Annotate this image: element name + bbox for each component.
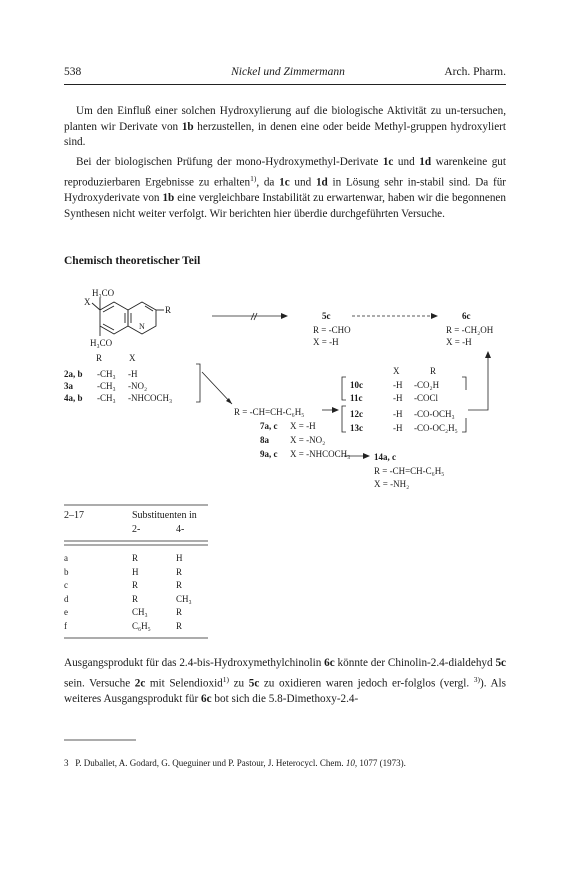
compound-4ab-x: -NHCOCH₃ — [128, 393, 173, 403]
compound-11c-r: -COCl — [414, 393, 439, 403]
table-row-label: e — [64, 607, 68, 618]
compound-4ab-label: 4a, b — [64, 393, 83, 403]
text-run: und — [289, 176, 316, 189]
text-run: waren — [431, 156, 463, 168]
text-run: die durchgeführten Versuche. — [313, 207, 445, 220]
table-cell: CH₃ — [176, 593, 192, 604]
right-column-header-x: X — [393, 366, 400, 376]
bracket-10-11 — [342, 377, 346, 400]
compound-13c-r: -CO-OC₂H₅ — [414, 423, 458, 433]
compound-12c-label: 12c — [350, 409, 363, 419]
text-run: und — [393, 156, 420, 168]
table-col-4: 4- — [176, 524, 185, 535]
compound-9-x: X = -NHCOCH₃ — [290, 449, 351, 459]
compound-12c-x: -H — [393, 409, 403, 419]
table-cell: R — [132, 580, 139, 591]
column-header-x: X — [129, 353, 136, 363]
text-run: herzustellen, in denen eine oder beide Methyl- — [193, 120, 411, 133]
text-run: Bei der biologischen Prüfung der mono-Hydroxymethyl-Derivate — [76, 156, 383, 168]
journal-abbrev: Arch. Pharm. — [444, 66, 506, 78]
compound-ref: 1d — [419, 156, 432, 168]
arrow-2-to-7 — [202, 372, 232, 404]
arrow-to-6c — [468, 356, 488, 410]
text-run: könnte der Chinolin-2.4- — [334, 657, 449, 669]
footnote-number: 3 — [64, 758, 69, 768]
compound-3a-x: -NO₂ — [128, 381, 148, 391]
reference-marker: 3) — [473, 674, 480, 684]
compound-ref: 1c — [279, 176, 290, 189]
h3co-top-label: H₃CO — [92, 288, 115, 298]
compound-2ab-label: 2a, b — [64, 369, 83, 379]
text-run: dialdehyd — [448, 657, 496, 669]
h3co-bottom-label: H₃CO — [90, 338, 113, 348]
compound-6c-x: X = -H — [446, 337, 472, 347]
table-row-label: c — [64, 580, 68, 591]
text-run: , da — [256, 176, 280, 189]
text-run: keine gut reproduzierbaren Ergebnisse zu erhalten — [64, 156, 507, 189]
compound-ref: 6c — [324, 657, 335, 669]
bracket-2-4 — [196, 364, 200, 402]
text-run: tersuchen, planten wir Derivate von — [64, 105, 506, 133]
bracket-right-12-13 — [462, 418, 466, 432]
text-run: mit Selendioxid — [145, 677, 223, 690]
table-cell: R — [176, 580, 183, 591]
table-range: 2–17 — [64, 510, 84, 521]
compound-5c-label: 5c — [322, 311, 331, 321]
footnote — [64, 758, 406, 768]
footnote-text-end: , 1077 (1973). — [354, 758, 406, 768]
x-substituent-label: X — [84, 297, 91, 307]
compound-6c-label: 6c — [462, 311, 471, 321]
ring-nitrogen-label: N — [139, 322, 145, 331]
page-number: 538 — [64, 66, 82, 78]
table-col-2: 2- — [132, 524, 141, 535]
compound-ref: 6c — [201, 692, 212, 705]
compound-4ab-r: -CH₃ — [97, 393, 116, 403]
right-column-header-r: R — [430, 366, 437, 376]
compound-ref: 5c — [248, 677, 260, 690]
table-row-label: d — [64, 593, 69, 604]
compound-5c-r: R = -CHO — [313, 325, 351, 335]
compound-3a-r: -CH₃ — [97, 381, 116, 391]
compound-7-x: X = -H — [290, 421, 316, 431]
compound-ref: 5c — [495, 657, 506, 669]
text-run: eine vergleichbare Instabilität zu erwarten — [174, 191, 366, 204]
compound-13c-label: 13c — [350, 423, 363, 433]
compound-14-x: X = -NH₂ — [374, 479, 410, 489]
text-run: zu — [229, 677, 249, 690]
table-cell: H — [176, 553, 183, 563]
compound-2ab-r: -CH₃ — [97, 369, 116, 379]
compound-ref: 1b — [181, 120, 194, 133]
body-paragraph — [64, 656, 506, 708]
text-run: bot sich die 5.8-Dimethoxy-2.4- — [211, 692, 359, 705]
text-run: folglos (vergl. — [404, 677, 474, 690]
table-cell: R — [176, 566, 183, 577]
compound-6c-r: R = -CH₂OH — [446, 325, 494, 335]
reference-marker: 1) — [250, 173, 257, 183]
table-cell: H — [132, 566, 139, 577]
compound-11c-x: -H — [393, 393, 403, 403]
bracket-right-10-11 — [462, 377, 466, 390]
compound-ref: 1d — [315, 176, 328, 189]
running-title: Nickel und Zimmermann — [231, 66, 345, 78]
text-run: sein. Versuche — [64, 677, 135, 690]
table-cell: C₆H₅ — [132, 621, 151, 631]
text-run: Ausgangsprodukt für das 2.4-bis-Hydroxymethylchinolin — [64, 657, 325, 669]
compound-ref: 2c — [134, 677, 146, 690]
text-run: zu oxidieren waren jedoch er- — [259, 677, 405, 690]
table-header: Substituenten in — [132, 510, 197, 521]
text-run: stabil sind. Da für Hydroxyderivate von — [64, 176, 507, 204]
compound-5c-x: X = -H — [313, 337, 339, 347]
footnote-volume: 10 — [345, 758, 355, 768]
text-run: in Lösung sehr in- — [327, 176, 421, 189]
styryl-substituent: R = -CH=CH-C₆H₅ — [234, 407, 305, 417]
compound-14-r: R = -CH=CH-C₆H₅ — [374, 466, 445, 476]
table-cell: CH₃ — [132, 607, 148, 618]
column-header-r: R — [96, 353, 103, 363]
table-row-label: f — [64, 621, 67, 631]
compound-13c-x: -H — [393, 423, 403, 433]
compound-2ab-x: -H — [128, 369, 138, 379]
compound-ref: 1b — [162, 191, 175, 204]
compound-11c-label: 11c — [350, 393, 363, 403]
compound-10c-label: 10c — [350, 380, 363, 390]
bracket-12-13 — [342, 406, 346, 432]
text-run: gruppen hydroxyliert sind. — [64, 120, 506, 149]
text-run: war, haben wir die begonnenen Synthesen nicht weiter verfolgt. Wir berichten hier über — [64, 191, 506, 220]
table-cell: R — [176, 621, 183, 631]
compound-8a-label: 8a — [260, 435, 269, 445]
table-cell: R — [132, 553, 139, 563]
quinoline-structure — [92, 298, 164, 336]
table-cell: R — [176, 607, 183, 618]
compound-ref: 1c — [382, 156, 394, 168]
compound-7-label: 7a, c — [260, 421, 278, 431]
reference-marker: 1) — [222, 674, 230, 684]
text-run: ). Als weiteres Ausgangsprodukt für — [64, 677, 506, 705]
r-substituent-label: R — [165, 305, 172, 315]
footnote-text: P. Duballet, A. Godard, G. Queguiner und P. Pastour, J. Heterocycl. Chem. — [75, 758, 346, 768]
text-run: Um den Einfluß einer solchen Hydroxylierung auf die biologische Aktivität zu un- — [76, 105, 461, 117]
table-cell: R — [132, 593, 139, 604]
compound-9-label: 9a, c — [260, 449, 278, 459]
compound-14-label: 14a, c — [374, 452, 396, 462]
section-heading: Chemisch theoretischer Teil — [64, 255, 201, 267]
table-row-label: a — [64, 553, 68, 563]
compound-10c-r: -CO₂H — [414, 380, 440, 390]
compound-10c-x: -H — [393, 380, 403, 390]
compound-8a-x: X = -NO₂ — [290, 435, 326, 445]
compound-3a-label: 3a — [64, 381, 73, 391]
compound-12c-r: -CO-OCH₃ — [414, 409, 455, 419]
table-row-label: b — [64, 566, 69, 577]
